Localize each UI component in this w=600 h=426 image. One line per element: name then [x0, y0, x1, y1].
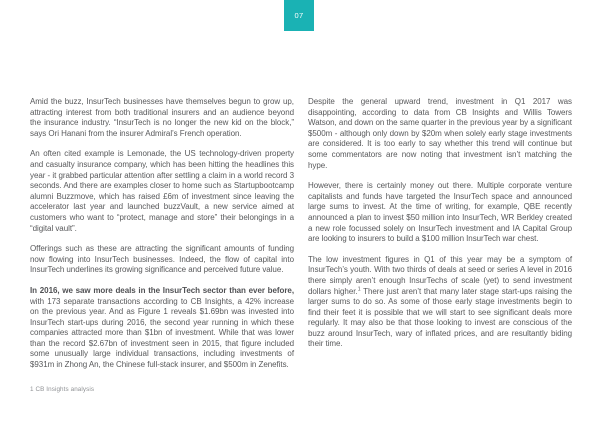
paragraph: An often cited example is Lemonade, the US technology-driven property and casualty insurance company, which has been hitting the headlines this year - it grabbed particular attention after settling a claim in a world record 3 seconds. And there are examples closer to home such as Startupbootcamp alumni Buzzmove, which has raised £6m of investment since leaving the accelerator last year and launched buzzVault, a new service aimed at customers who want to “protect, manage and store” their belongings in a “digital vault”. [30, 149, 294, 233]
footnote-reference: 1 [357, 285, 361, 292]
paragraph-text: with 173 separate transactions according to CB Insights, a 42% increase on the previous year. And as Figure 1 reveals $1.69bn was invested into InsurTech start-ups during 2016, the second year running in which these companies attracted more than $1bn of investment. While that was lower than the record $2.67bn of investment seen in 2015, that figure included some unusually large individual transactions, including investments of $931m in Zhong An, the Chinese full-stack insurer, and $500m in Zenefits. [30, 296, 294, 370]
paragraph: Despite the general upward trend, investment in Q1 2017 was disappointing, according to data from CB Insights and Willis Towers Watson, and down on the same quarter in the previous year by a significant $500m - although only down by $20m when solely early stage investments are considered. It is too early to say whether this trend will continue but some commentators are now noting that investment isn’t matching the hype. [308, 97, 572, 170]
paragraph: Amid the buzz, InsurTech businesses have themselves begun to grow up, attracting interest from both traditional insurers and an audience beyond the insurance industry. “InsurTech is no longer the new kid on the block,” says Ori Hanani from the insurer Admiral’s French operation. [30, 97, 294, 138]
bold-lead-sentence: In 2016, we saw more deals in the InsurTech sector than ever before, [30, 285, 294, 295]
two-column-layout [30, 97, 572, 381]
paragraph: However, there is certainly money out there. Multiple corporate venture capitalists and funds have targeted the InsurTech space and announced large sums to invest. At the time of writing, for example, QBE recently announced a plan to invest $50 million into InsurTech, WR Berkley created a new role focussed solely on InsurTech investment and IA Capital Group are looking to insurers to build a $100 million InsurTech war chest. [308, 181, 572, 244]
right-column [308, 97, 572, 381]
page-number-badge [284, 0, 314, 31]
paragraph: Offerings such as these are attracting the significant amounts of funding now flowing into InsurTech businesses. Indeed, the flow of capital into InsurTech underlines its growing significance and perceived future value. [30, 244, 294, 275]
page-number: 07 [294, 11, 304, 20]
left-column [30, 97, 294, 381]
paragraph-text: There just aren’t that many later stage start-ups raising the larger sums to do so. As some of those early stage investments begin to find their feet it is possible that we will start to see significant deals more regularly. It may also be that those looking to invest are conscious of the buzz around InsurTech, wary of inflated prices, and are resultantly biding their time. [308, 286, 573, 349]
footnote: 1 CB Insights analysis [30, 386, 95, 393]
paragraph-text: The low investment figures in Q1 of this year may be a symptom of InsurTech’s youth. With two thirds of deals at seed or series A level in 2016 there simply aren’t enough InsurTechs of scale (yet) to send investment dollars higher. [308, 254, 572, 296]
paragraph [308, 255, 572, 350]
paragraph [30, 286, 294, 371]
